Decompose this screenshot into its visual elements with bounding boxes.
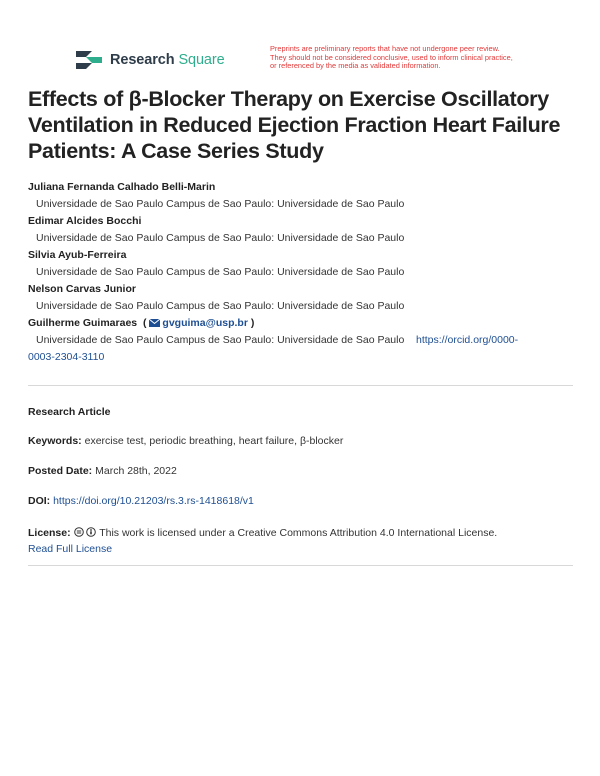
cc-nd-icon [74, 527, 84, 537]
logo-wordmark: Research Square [110, 52, 225, 68]
corresponding-author-name: Guilherme Guimaraes [28, 317, 138, 329]
author-affiliation-block [28, 332, 588, 366]
author-affiliation: Universidade de Sao Paulo Campus de Sao Paulo: Universidade de Sao Paulo [36, 300, 405, 312]
license-label: License: [28, 527, 71, 539]
posted-date-row [28, 465, 578, 477]
posted-date-label: Posted Date: [28, 465, 93, 477]
open-paren: ( [142, 317, 147, 329]
cc-by-icon [86, 527, 96, 537]
notice-line: or referenced by the media as validated information. [270, 61, 441, 71]
article-type: Research Article [28, 406, 111, 418]
read-full-license-link[interactable]: Read Full License [28, 543, 113, 555]
license-text: This work is licensed under a Creative Commons Attribution 4.0 International License. [99, 527, 498, 539]
preprint-notice [270, 45, 532, 71]
research-square-logo-icon [74, 47, 104, 73]
orcid-link[interactable]: https://orcid.org/0000- 0003-2304-3110 [28, 334, 519, 363]
author-entry [28, 213, 588, 247]
divider [28, 385, 573, 386]
notice-line: Preprints are preliminary reports that have not undergone peer review. [270, 44, 500, 53]
author-name [28, 315, 588, 332]
author-affiliation: Universidade de Sao Paulo Campus de Sao Paulo: Universidade de Sao Paulo [36, 232, 405, 244]
author-name: Silvia Ayub-Ferreira [28, 249, 127, 261]
author-list [28, 179, 588, 366]
author-name: Edimar Alcides Bocchi [28, 215, 142, 227]
envelope-icon [149, 319, 160, 327]
divider [28, 565, 573, 566]
research-square-logo[interactable] [74, 47, 225, 73]
paper-title: Effects of β-Blocker Therapy on Exercise Oscillatory Ventilation in Reduced Ejection Fraction Heart Failure Patients: A Case Series Study [28, 87, 561, 163]
notice-line: They should not be considered conclusive, used to inform clinical practice, [270, 52, 513, 62]
keywords-value: exercise test, periodic breathing, heart failure, β-blocker [84, 435, 344, 447]
author-entry [28, 281, 588, 315]
keywords-row [28, 435, 578, 447]
doi-link[interactable]: https://doi.org/10.21203/rs.3.rs-1418618/v1 [53, 495, 254, 507]
author-affiliation: Universidade de Sao Paulo Campus de Sao Paulo: Universidade de Sao Paulo [36, 198, 405, 210]
license-row [28, 525, 578, 557]
doi-label: DOI: [28, 495, 51, 507]
author-affiliation: Universidade de Sao Paulo Campus de Sao Paulo: Universidade de Sao Paulo [36, 266, 405, 278]
author-entry [28, 247, 588, 281]
author-entry [28, 179, 588, 213]
doi-row [28, 495, 578, 507]
corresponding-author-entry [28, 315, 588, 366]
author-name: Nelson Carvas Junior [28, 283, 136, 295]
keywords-label: Keywords: [28, 435, 82, 447]
posted-date-value: March 28th, 2022 [95, 465, 177, 477]
author-name: Juliana Fernanda Calhado Belli-Marin [28, 181, 216, 193]
author-email-link[interactable]: gvguima@usp.br [149, 317, 248, 329]
close-paren: ) [250, 317, 255, 329]
author-affiliation: Universidade de Sao Paulo Campus de Sao Paulo: Universidade de Sao Paulo [36, 334, 405, 346]
